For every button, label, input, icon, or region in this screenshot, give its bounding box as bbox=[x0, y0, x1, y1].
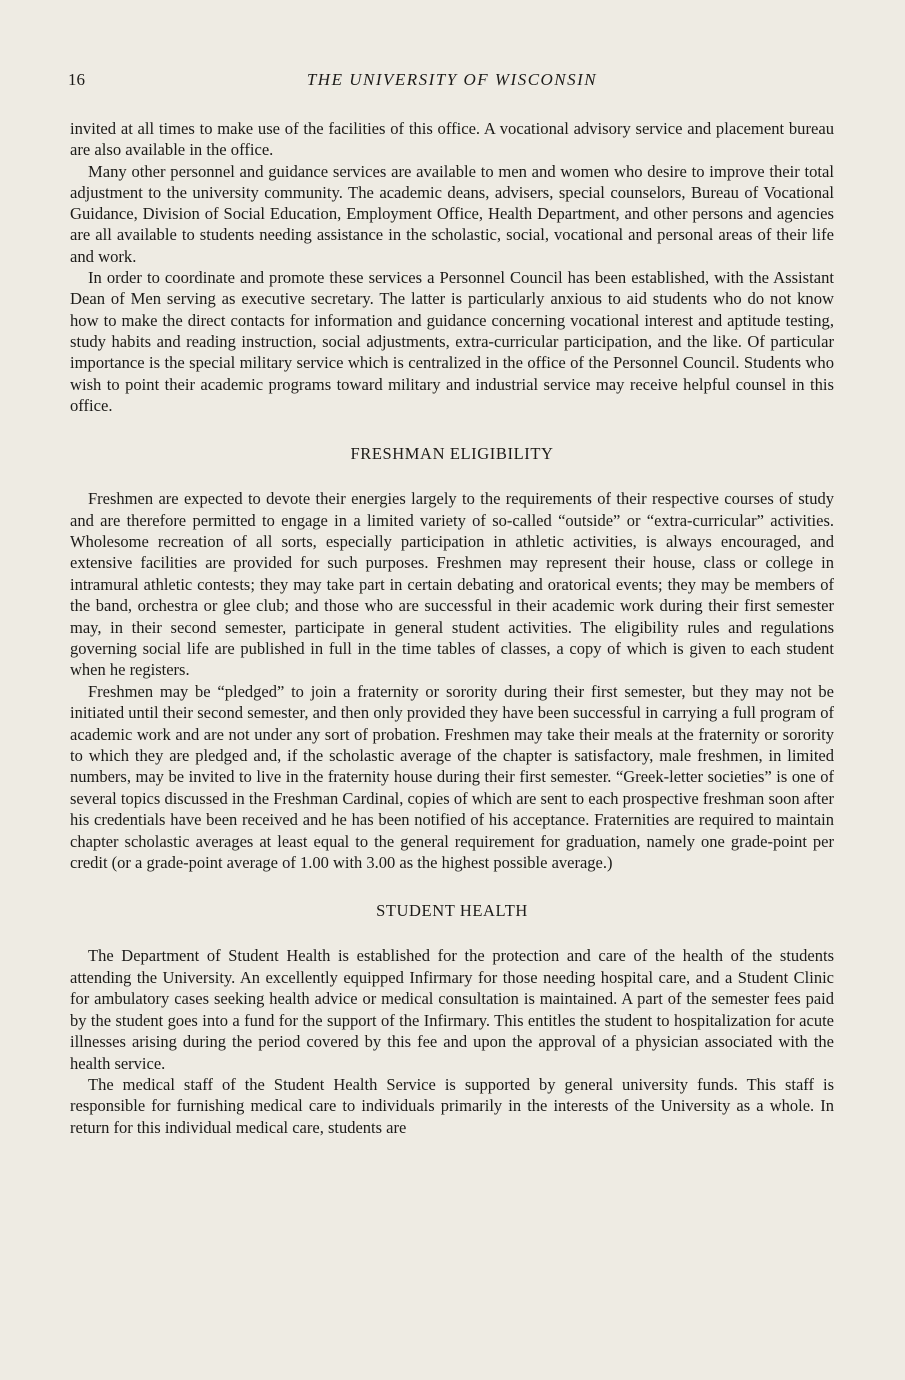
student-health-section bbox=[70, 945, 834, 1138]
page-number: 16 bbox=[68, 70, 85, 89]
freshman-eligibility-paragraph-2: Freshmen may be “pledged” to join a fraternity or sorority during their first semester, but they may not be initiated until their second semester, and then only provided they have been successful in carrying a full program of academic work and are not under any sort of probation. Freshmen may take their meals at the fraternity or sorority to which they are pledged and, if the scholastic average of the chapter is satisfactory, male freshmen, in limited numbers, may be invited to live in the fraternity house during their first semester. “Greek-letter societies” is one of several topics discussed in the Freshman Cardinal, copies of which are sent to each prospective freshman soon after his credentials have been received and he has been notified of his acceptance. Fraternities are required to maintain chapter scholastic averages at least equal to the general requirement for graduation, namely one grade-point per credit (or a grade-point average of 1.00 with 3.00 as the highest possible average.) bbox=[70, 681, 834, 873]
intro-section bbox=[70, 118, 834, 416]
intro-paragraph-2: Many other personnel and guidance services are available to men and women who desire to improve their total adjustment to the university community. The academic deans, advisers, special counselors, Bureau of Vocational Guidance, Division of Social Education, Employment Office, Health Department, and other persons and agencies are all available to students needing assistance in the scholastic, social, vocational and personal areas of their life and work. bbox=[70, 161, 834, 266]
intro-paragraph-1: invited at all times to make use of the facilities of this office. A vocational advisory service and placement bureau are also available in the office. bbox=[70, 119, 834, 160]
freshman-eligibility-heading: FRESHMAN ELIGIBILITY bbox=[350, 444, 554, 464]
intro-paragraph-3: In order to coordinate and promote these services a Personnel Council has been established, with the Assistant Dean of Men serving as executive secretary. The latter is particularly anxious to aid students who do not know how to make the direct contacts for information and guidance concerning vocational interest and aptitude testing, study habits and reading instruction, social adjustments, extra-curricular participation, and the like. Of particular importance is the special military service which is centralized in the office of the Personnel Council. Students who wish to point their academic programs toward military and industrial service may receive helpful counsel in this office. bbox=[70, 268, 834, 415]
freshman-eligibility-paragraph-1: Freshmen are expected to devote their energies largely to the requirements of their respective courses of study and are therefore permitted to engage in a limited variety of so-called “outside” or “extra-curricular” activities. Wholesome recreation of all sorts, especially participation in athletic activities, is always encouraged, and extensive facilities are provided for such purposes. Freshmen may represent their house, class or college in intramural athletic contests; they may take part in certain debating and oratorical events; they may be members of the band, orchestra or glee club; and those who are successful in their academic work during their first semester may, in their second semester, participate in general student activities. The eligibility rules and regulations governing social life are published in full in the time tables of classes, a copy of which is given to each student when he registers. bbox=[70, 489, 834, 680]
freshman-eligibility-section bbox=[70, 488, 834, 873]
student-health-paragraph-1: The Department of Student Health is established for the protection and care of the health of the students attending the University. An excellently equipped Infirmary for those needing hospital care, and a Student Clinic for ambulatory cases seeking health advice or medical consultation is maintained. A part of the semester fees paid by the student goes into a fund for the support of the Infirmary. This entitles the student to hospitalization for acute illnesses arising during the period covered by this fee and upon the approval of a physician associated with the health service. bbox=[70, 946, 834, 1073]
student-health-heading: STUDENT HEALTH bbox=[376, 901, 528, 921]
running-title: THE UNIVERSITY OF WISCONSIN bbox=[306, 70, 598, 89]
document-page bbox=[70, 68, 834, 1138]
student-health-paragraph-2: The medical staff of the Student Health Service is supported by general university funds. This staff is responsible for furnishing medical care to individuals primarily in the interests of the University as a whole. In return for this individual medical care, students are bbox=[70, 1074, 834, 1137]
running-header bbox=[70, 68, 834, 98]
